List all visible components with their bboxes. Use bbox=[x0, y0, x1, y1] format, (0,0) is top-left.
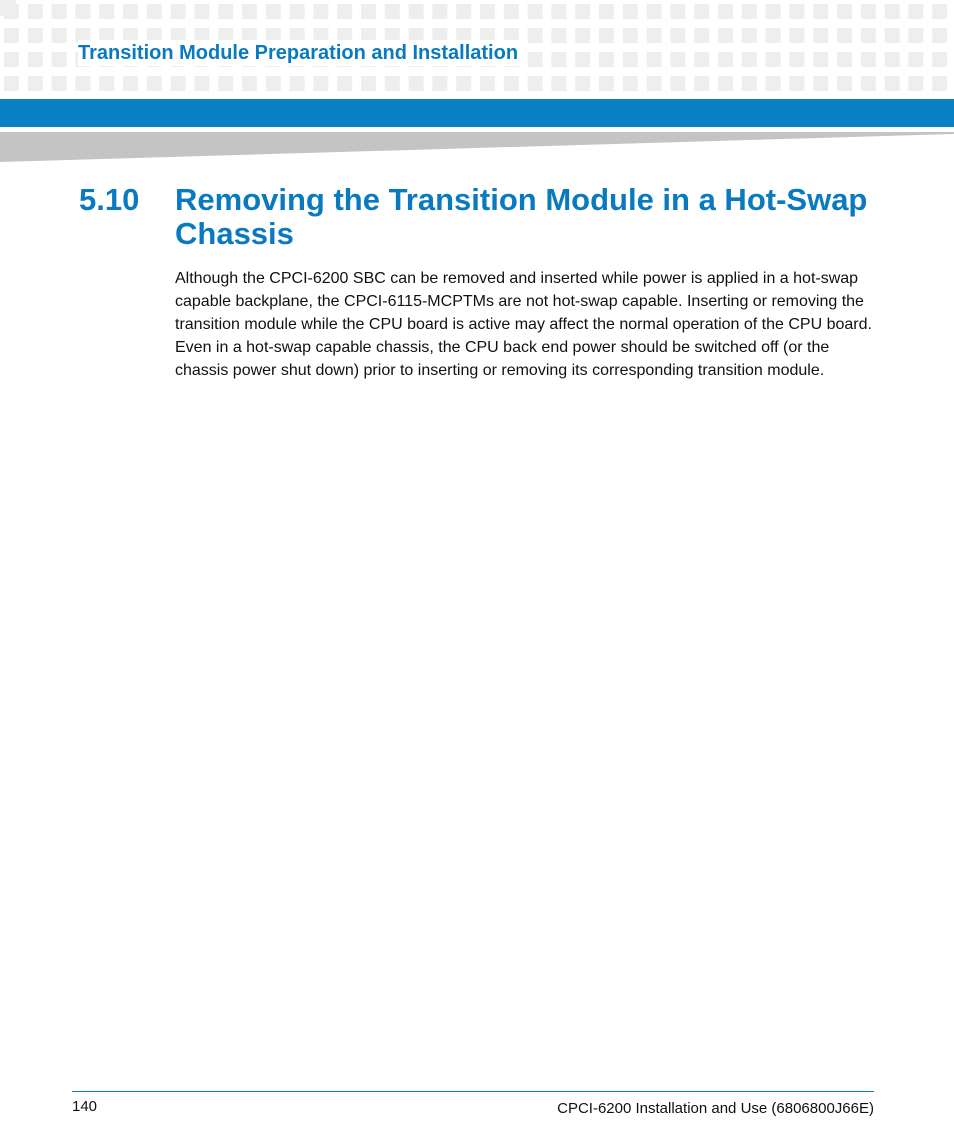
page-number: 140 bbox=[72, 1098, 98, 1115]
header-grey-wedge bbox=[0, 132, 954, 162]
header-blue-band bbox=[0, 99, 954, 127]
footer-rule bbox=[72, 1091, 874, 1092]
section-number: 5.10 bbox=[79, 182, 140, 217]
body-paragraph: Although the CPCI-6200 SBC can be removed and inserted while power is applied in a hot-swap capable backplane, the CPCI-6115-MCPTMs are not hot-swap capable. Inserting or removing the transition module while the CPU board is active may affect the normal operation of the CPU board. Even in a hot-swap capable chassis, the CPU back end power should be switched off (or the chassis power shut down) prior to inserting or removing its corresponding transition module. bbox=[175, 270, 872, 379]
section-title: Removing the Transition Module in a Hot-Swap Chassis bbox=[175, 182, 868, 251]
section-heading bbox=[79, 183, 899, 251]
running-header-title: Transition Module Preparation and Installation bbox=[78, 40, 524, 66]
footer-document-title: CPCI-6200 Installation and Use (6806800J66E) bbox=[557, 1100, 874, 1117]
